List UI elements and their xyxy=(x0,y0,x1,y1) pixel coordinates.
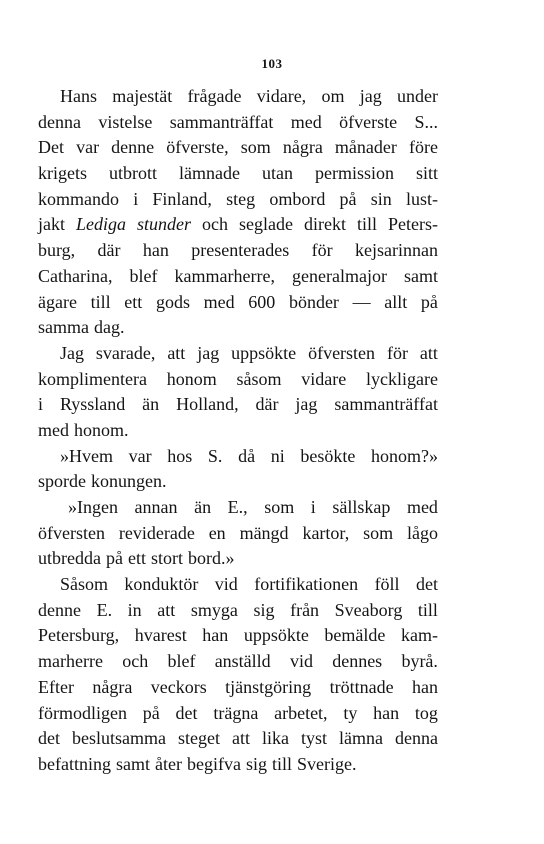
text-line xyxy=(38,495,438,521)
word: honom?» xyxy=(371,445,438,466)
word: ett xyxy=(127,548,146,569)
word: ombord xyxy=(269,188,326,209)
word: Sverige. xyxy=(296,753,357,774)
word: jag xyxy=(197,342,220,363)
word: lågo xyxy=(406,522,438,543)
word: lämna xyxy=(339,728,383,749)
word: steget xyxy=(177,728,220,749)
word: hos xyxy=(167,445,193,466)
word: E., xyxy=(227,497,248,517)
word: föll xyxy=(374,574,400,595)
word: Petersburg, xyxy=(38,625,120,646)
word: några xyxy=(282,137,323,158)
word: där xyxy=(255,394,279,415)
word: med xyxy=(38,419,69,440)
word: det xyxy=(175,702,198,723)
word: Peters- xyxy=(388,214,438,235)
word: kartor, xyxy=(302,522,350,543)
word: denna xyxy=(38,111,81,132)
word: S... xyxy=(414,111,438,132)
word: på xyxy=(142,702,160,723)
word: vidare xyxy=(301,368,347,389)
text-line xyxy=(38,726,438,752)
word: han xyxy=(373,702,400,723)
text-line xyxy=(38,290,438,316)
word: till xyxy=(357,214,378,235)
word: det xyxy=(38,728,60,749)
text-line xyxy=(38,598,438,624)
word: mängd xyxy=(239,522,289,543)
word: samt xyxy=(115,753,150,774)
text-line xyxy=(38,572,438,598)
text-line xyxy=(38,521,438,547)
word: trägna xyxy=(213,702,259,723)
word: jag xyxy=(359,86,382,106)
word: några xyxy=(92,676,133,697)
word: — xyxy=(352,291,371,312)
word: Efter xyxy=(38,676,74,697)
word: frågade xyxy=(187,86,242,106)
word: att xyxy=(419,342,438,363)
word: och xyxy=(202,214,229,235)
word: honom xyxy=(166,368,217,389)
word: stunder xyxy=(137,214,192,235)
word: veckors xyxy=(150,676,207,697)
text-line xyxy=(38,701,438,727)
word: konungen. xyxy=(91,471,167,492)
word: denne xyxy=(38,599,81,620)
word: tröttnade xyxy=(329,676,394,697)
word: före xyxy=(408,137,438,158)
word: presenterades xyxy=(191,240,290,261)
word: lika xyxy=(261,728,289,749)
word: Catharina, xyxy=(38,265,113,286)
word: sporde xyxy=(38,471,86,492)
page-number: 103 xyxy=(261,56,283,71)
word: öfversten xyxy=(38,522,105,543)
text-line xyxy=(38,392,438,418)
word: uppsökte xyxy=(243,625,309,646)
word: uppsökte xyxy=(231,342,297,363)
word: utan xyxy=(261,163,293,184)
word: direkt xyxy=(304,214,346,235)
word: ni xyxy=(270,445,285,466)
word: att xyxy=(167,342,186,363)
text-line xyxy=(38,161,438,187)
word: tjänstgöring xyxy=(225,676,312,697)
text-line xyxy=(38,212,438,238)
word: där xyxy=(97,240,121,261)
text-line xyxy=(38,135,438,161)
word: majestät xyxy=(112,86,173,106)
word: månader xyxy=(334,137,397,158)
word: reviderade xyxy=(118,522,195,543)
word: denne xyxy=(111,137,155,158)
word: under xyxy=(396,86,438,106)
word: Ryssland xyxy=(59,394,126,415)
body-text xyxy=(38,84,438,778)
text-line xyxy=(38,546,438,572)
word: besökte xyxy=(300,445,356,466)
text-line xyxy=(38,110,438,136)
word: bemälde xyxy=(324,625,386,646)
word: tog xyxy=(414,702,438,723)
word: byrå. xyxy=(401,651,438,672)
word: dag. xyxy=(94,317,125,338)
word: såsom xyxy=(236,368,282,389)
word: i xyxy=(310,497,316,517)
word: på xyxy=(420,291,438,312)
text-line xyxy=(38,264,438,290)
word: med xyxy=(203,291,235,312)
word: än xyxy=(142,394,160,415)
word: då xyxy=(238,445,256,466)
word: generalmajor xyxy=(292,265,387,286)
word: som xyxy=(240,137,271,158)
word: öfverste xyxy=(339,111,398,132)
word: allt xyxy=(384,291,408,312)
word: permission xyxy=(314,163,394,184)
word: utbrott xyxy=(109,163,157,184)
word: än xyxy=(194,497,212,517)
word: konduktör xyxy=(124,574,199,595)
word: han xyxy=(202,625,229,646)
word: annan xyxy=(134,497,178,517)
word: i xyxy=(133,188,139,209)
text-line xyxy=(38,367,438,393)
word: honom. xyxy=(74,419,129,440)
text-line xyxy=(38,315,438,341)
word: för xyxy=(311,240,333,261)
word: »Ingen xyxy=(68,497,118,517)
word: till xyxy=(90,291,111,312)
word: lyckligare xyxy=(366,368,438,389)
text-line xyxy=(38,649,438,675)
text-line xyxy=(38,623,438,649)
word: Det xyxy=(38,137,64,158)
word: tyst xyxy=(300,728,327,749)
text-line xyxy=(38,84,438,110)
word: att xyxy=(157,599,176,620)
word: sig xyxy=(253,599,275,620)
word: anställd xyxy=(214,651,271,672)
word: S. xyxy=(207,445,223,466)
word: bönder xyxy=(288,291,339,312)
word: begifva xyxy=(186,753,241,774)
word: förmodligen xyxy=(38,702,127,723)
word: vistelse xyxy=(98,111,153,132)
text-line xyxy=(38,469,438,495)
word: fortifikationen xyxy=(254,574,359,595)
word: gods xyxy=(155,291,190,312)
text-line xyxy=(38,187,438,213)
word: öfversten xyxy=(308,342,376,363)
word: åter xyxy=(154,753,182,774)
word: lämnade xyxy=(179,163,240,184)
word: ägare xyxy=(38,291,77,312)
word: vid xyxy=(289,651,313,672)
word: E. xyxy=(96,599,113,620)
text-line xyxy=(38,675,438,701)
word: svarade, xyxy=(95,342,156,363)
word: samt xyxy=(404,265,438,286)
word: till xyxy=(417,599,438,620)
word: blef xyxy=(167,651,196,672)
text-line xyxy=(38,418,438,444)
word: han xyxy=(411,676,438,697)
word: sällskap xyxy=(332,497,391,517)
word: på xyxy=(339,188,357,209)
word: på xyxy=(105,548,123,569)
word: hvarest xyxy=(134,625,187,646)
word: 600 xyxy=(248,291,276,312)
word: var xyxy=(128,445,152,466)
word: smyga xyxy=(190,599,238,620)
word: Finland, xyxy=(152,188,212,209)
word: jakt xyxy=(38,214,65,235)
word: Sveaborg xyxy=(334,599,403,620)
text-line xyxy=(38,752,438,778)
word: från xyxy=(290,599,320,620)
word: denna xyxy=(394,728,438,749)
word: komplimentera xyxy=(38,368,147,389)
word: sig xyxy=(245,753,267,774)
word: Holland, xyxy=(176,394,239,415)
word: marherre xyxy=(38,651,103,672)
word: kejsarinnan xyxy=(354,240,438,261)
word: kammarherre, xyxy=(174,265,275,286)
word: om xyxy=(321,86,345,106)
word: blef xyxy=(129,265,158,286)
word: burg, xyxy=(38,240,76,261)
text-line xyxy=(38,238,438,264)
word: med xyxy=(406,497,438,517)
word: lust- xyxy=(405,188,438,209)
word: ty xyxy=(343,702,358,723)
word: vidare, xyxy=(256,86,307,106)
word: vid xyxy=(214,574,238,595)
word: ett xyxy=(124,291,143,312)
word: jag xyxy=(295,394,318,415)
word: samma xyxy=(38,317,89,338)
word: seglade xyxy=(239,214,293,235)
word: var xyxy=(76,137,100,158)
word: »Hvem xyxy=(60,445,113,466)
word: han xyxy=(142,240,169,261)
word: krigets xyxy=(38,163,87,184)
word: Jag xyxy=(60,342,84,363)
word: Hans xyxy=(60,86,97,106)
word: som xyxy=(363,522,394,543)
text-line xyxy=(38,444,438,470)
word: kam- xyxy=(400,625,438,646)
word: Såsom xyxy=(60,574,109,595)
word: en xyxy=(208,522,226,543)
word: steg xyxy=(226,188,256,209)
text-line xyxy=(38,341,438,367)
word: med xyxy=(290,111,322,132)
word: och xyxy=(122,651,149,672)
word: beslutsamma xyxy=(72,728,166,749)
word: arbetet, xyxy=(274,702,328,723)
word: stort xyxy=(150,548,183,569)
word: dennes xyxy=(332,651,383,672)
word: sammanträffat xyxy=(334,394,438,415)
word: Lediga xyxy=(76,214,127,235)
word: i xyxy=(38,394,44,415)
word: det xyxy=(415,574,438,595)
word: in xyxy=(127,599,142,620)
word: som xyxy=(264,497,295,517)
word: kommando xyxy=(38,188,119,209)
word: sin xyxy=(370,188,392,209)
word: till xyxy=(271,753,292,774)
word: sammanträffat xyxy=(169,111,274,132)
word: att xyxy=(231,728,250,749)
word: bord.» xyxy=(188,548,235,569)
word: sitt xyxy=(415,163,438,184)
word: utbredda xyxy=(38,548,101,569)
word: befattning xyxy=(38,753,111,774)
word: öfverste, xyxy=(166,137,229,158)
word: för xyxy=(386,342,408,363)
